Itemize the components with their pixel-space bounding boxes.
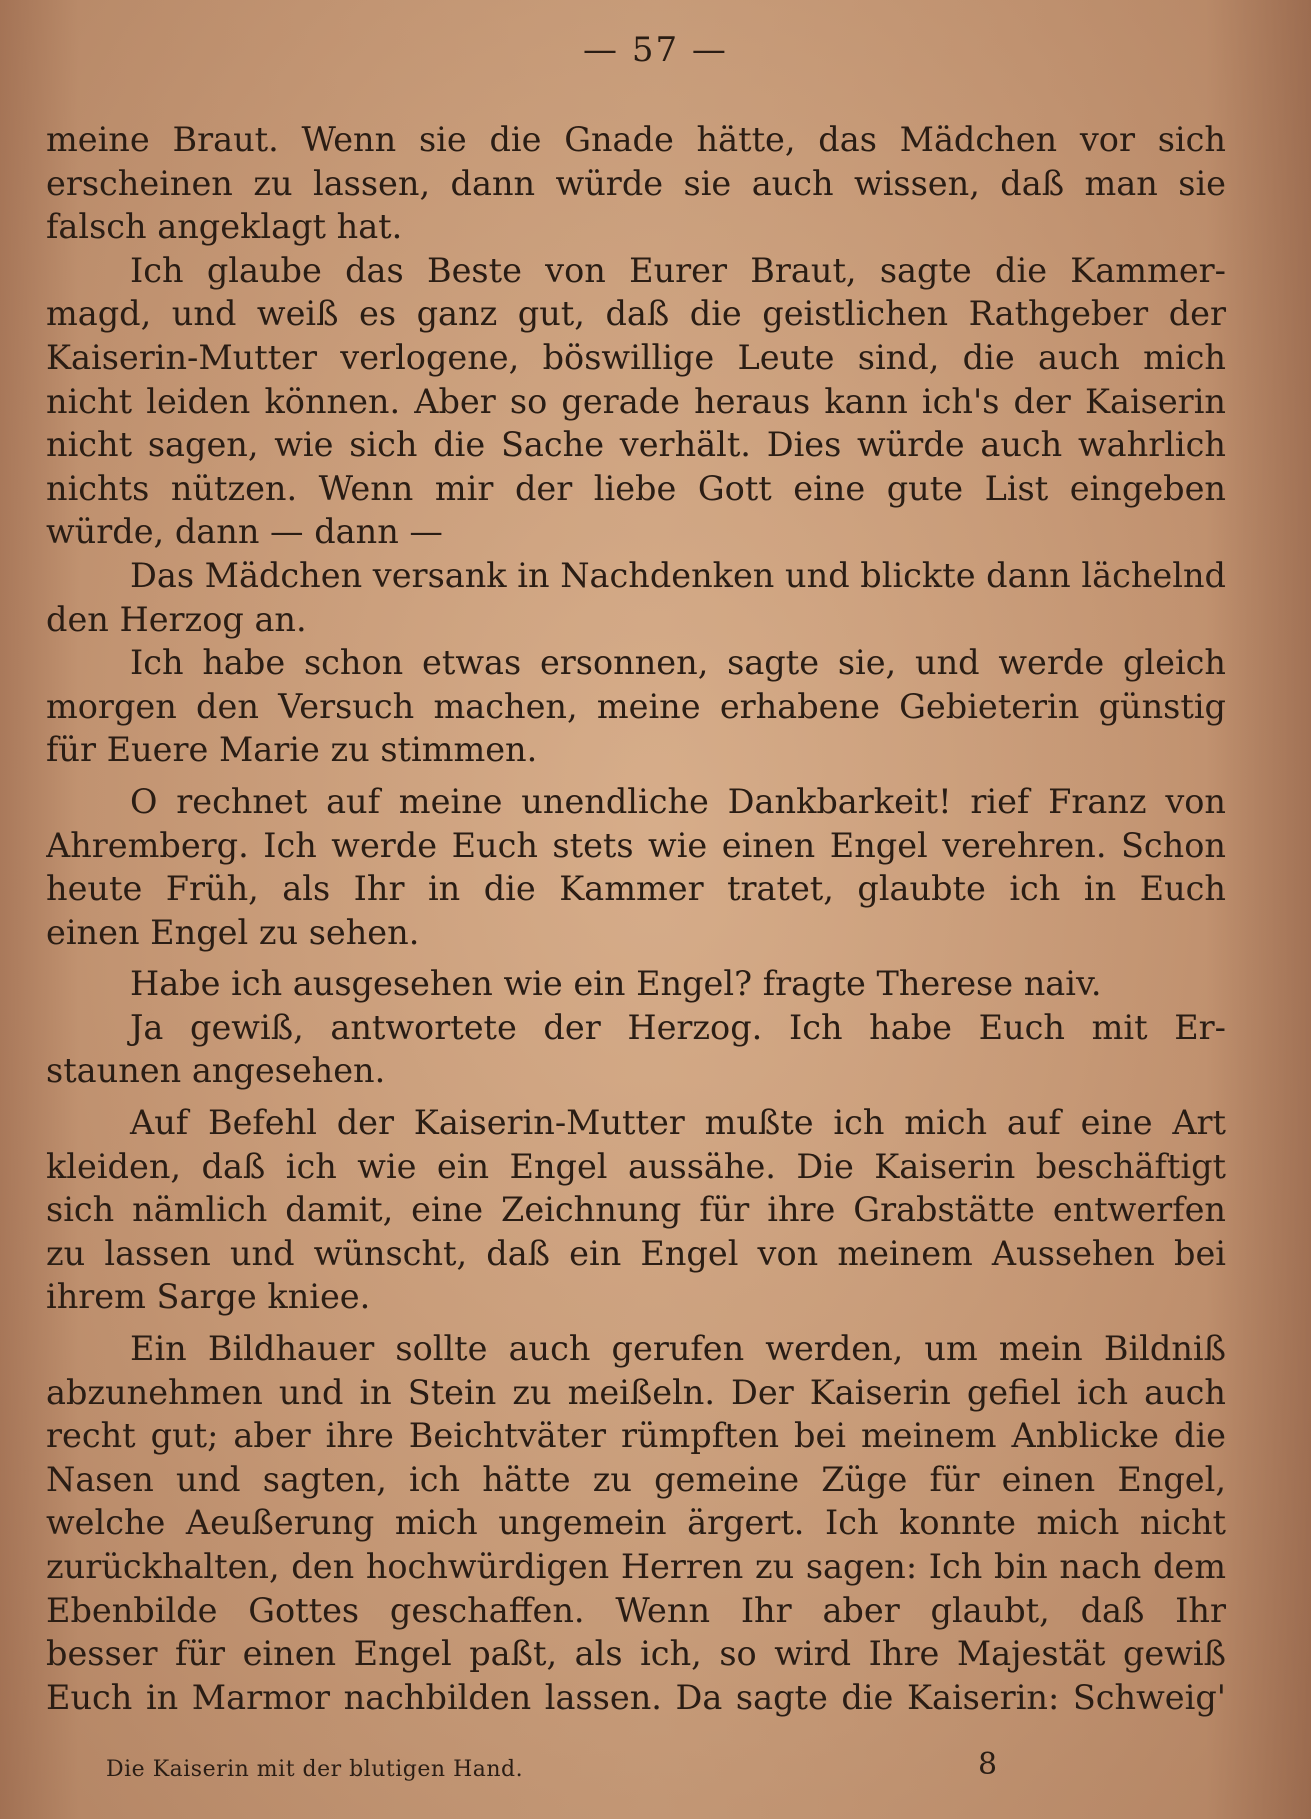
text-line: abzunehmen und in Stein zu meißeln. Der Kaiserin gefiel ich auch	[46, 1372, 1226, 1412]
text-line: besser für einen Engel paßt, als ich, so wird Ihre Majestät gewiß	[46, 1634, 1226, 1674]
text-line: heute Früh, als Ihr in die Kammer tratet, glaubte ich in Euch	[46, 869, 1226, 909]
text-line: ihrem Sarge kniee.	[46, 1277, 371, 1317]
text-line: recht gut; aber ihre Beichtväter rümpften bei meinem Anblicke die	[46, 1416, 1226, 1456]
text-line: Habe ich ausgesehen wie ein Engel? fragte Therese naiv.	[130, 964, 1102, 1004]
text-line: einen Engel zu sehen.	[46, 912, 420, 952]
signature-mark: 8	[978, 1747, 998, 1782]
text-line: nichts nützen. Wenn mir der liebe Gott eine gute List eingeben	[46, 468, 1226, 508]
text-line: würde, dann — dann —	[46, 512, 443, 552]
footer-book-title: Die Kaiserin mit der blutigen Hand.	[106, 1757, 524, 1782]
text-line: nicht sagen, wie sich die Sache verhält. Dies würde auch wahrlich	[46, 425, 1226, 465]
text-line: Ich habe schon etwas ersonnen, sagte sie, und werde gleich	[130, 643, 1226, 683]
text-line: sich nämlich damit, eine Zeichnung für ihre Grabstätte entwerfen	[46, 1190, 1226, 1230]
text-line: morgen den Versuch machen, meine erhabene Gebieterin günstig	[46, 686, 1226, 726]
text-line: Ahremberg. Ich werde Euch stets wie einen Engel verehren. Schon	[46, 825, 1226, 865]
text-line: den Herzog an.	[46, 599, 307, 639]
text-line: meine Braut. Wenn sie die Gnade hätte, das Mädchen vor sich	[46, 120, 1226, 159]
text-line: kleiden, daß ich wie ein Engel aussähe. Die Kaiserin beschäftigt	[46, 1146, 1226, 1186]
text-line: Auf Befehl der Kaiserin-Mutter mußte ich mich auf eine Art	[130, 1103, 1226, 1143]
text-line: welche Aeußerung mich ungemein ärgert. Ich konnte mich nicht	[46, 1503, 1226, 1543]
body-text	[46, 118, 1226, 1719]
text-line: Ebenbilde Gottes geschaffen. Wenn Ihr aber glaubt, daß Ihr	[46, 1590, 1226, 1630]
text-line: magd, und weiß es ganz gut, daß die geistlichen Rathgeber der	[46, 294, 1226, 334]
text-line: erscheinen zu lassen, dann würde sie auch wissen, daß man sie	[46, 163, 1226, 203]
text-line: falsch angeklagt hat.	[46, 207, 403, 247]
text-line: Kaiserin-Mutter verlogene, böswillige Leute sind, die auch mich	[46, 337, 1226, 377]
text-line: zurückhalten, den hochwürdigen Herren zu sagen: Ich bin nach dem	[46, 1547, 1226, 1586]
text-line: nicht leiden können. Aber so gerade heraus kann ich's der Kaiserin	[46, 381, 1226, 421]
text-line: Ein Bildhauer sollte auch gerufen werden, um mein Bildniß	[130, 1329, 1226, 1369]
text-line: staunen angesehen.	[46, 1051, 386, 1091]
text-line: Ich glaube das Beste von Eurer Braut, sagte die Kammer-	[130, 250, 1226, 290]
page-number: — 57 —	[583, 30, 728, 70]
text-line: Ja gewiß, antwortete der Herzog. Ich habe Euch mit Er-	[130, 1007, 1226, 1047]
text-line: Nasen und sagten, ich hätte zu gemeine Züge für einen Engel,	[46, 1459, 1226, 1499]
text-line: Das Mädchen versank in Nachdenken und blickte dann lächelnd	[130, 555, 1226, 595]
text-line: Euch in Marmor nachbilden lassen. Da sagte die Kaiserin: Schweig'	[46, 1677, 1226, 1717]
text-line: O rechnet auf meine unendliche Dankbarkeit! rief Franz von	[130, 781, 1226, 821]
text-line: für Euere Marie zu stimmen.	[46, 730, 538, 770]
text-line: zu lassen und wünscht, daß ein Engel von meinem Aussehen bei	[46, 1233, 1226, 1273]
